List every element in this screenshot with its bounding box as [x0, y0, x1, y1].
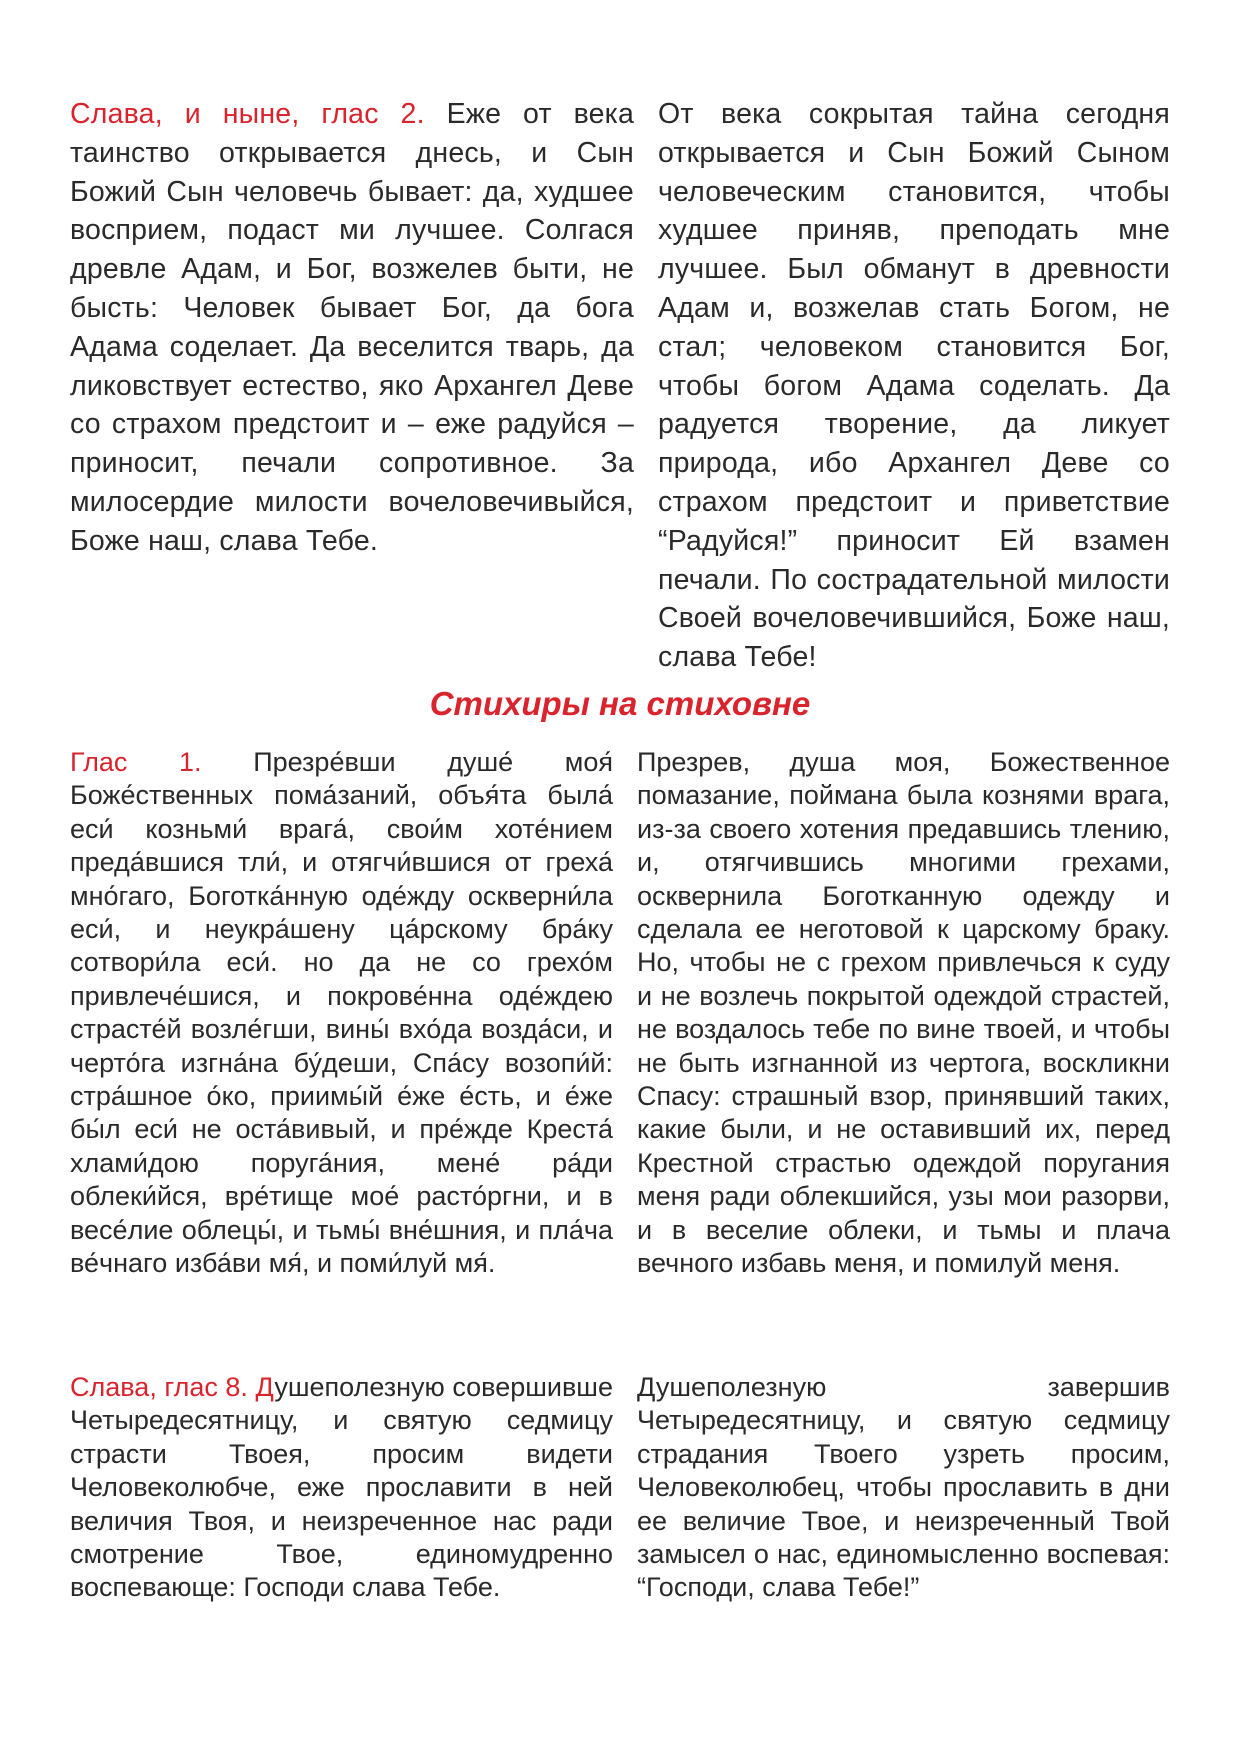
russian-translation-column	[637, 746, 1170, 1281]
russian-translation-column	[658, 95, 1170, 677]
slavonic-text: ушеполезную совершивше Четыредесятницу, и святую седмицу страсти Твоея, просим видети Человеколюбче, еже прославити в ней величия Твоя, и неизреченное нас ради смотрение Твое, единомудренно воспевающе: Господи слава Тебе.	[70, 1372, 613, 1603]
church-slavonic-column	[70, 95, 634, 677]
stichera-glory-tone-8	[70, 1371, 1170, 1605]
slavonic-text: Еже от века таинство открывается днесь, и Сын Божий Сын человечь бывает: да, худшее восприем, подаст ми лучшее. Солгася древле Адам, и Бог, возжелев быти, не бысть: Человек бывает Бог, да бога Адама соделает. Да веселится тварь, да ликовствует естество, яко Архангел Деве со страхом предстоит и – еже радуйся – приносит, печали сопротивное. За милосердие милости вочеловечивыйся, Боже наш, слава Тебе.	[70, 98, 634, 557]
translation-text: Презрев, душа моя, Божественное помазание, поймана была кознями врага, из-за своего хотения предавшись тлению, и, отягчившись многими грехами, осквернила Боготканную одежду и сделала ее неготовой к царскому браку. Но, чтобы не с грехом привлечься к суду и не возлечь покрытой одеждой страстей, не воздалось тебе по вине твоей, и чтобы не быть изгнанной из чертога, воскликни Спасу: страшный взор, принявший таких, какие были, и не оставивший их, перед Крестной страстью одеждой поругания меня ради облекшийся, узы мои разорви, и в веселие облеки, и тьмы и плача вечного избавь меня, и помилуй меня.	[637, 747, 1170, 1279]
stichera-glory-and-now	[70, 95, 1170, 677]
paragraph	[70, 1371, 613, 1605]
tone-label: Слава, и ныне, глас 2.	[70, 98, 425, 130]
section-title: Стихиры на стиховне	[429, 685, 811, 722]
paragraph	[70, 746, 613, 1281]
church-slavonic-column	[70, 746, 613, 1281]
paragraph	[70, 95, 634, 561]
slavonic-text: Презре́вши душе́ моя́ Боже́ственных пома́заний, объя́та была́ еси́ козньми́ врага́, свои́м хоте́нием преда́вшися тли́, и отягчи́вшися от греха́ мно́гаго, Боготка́нную оде́жду оскверни́ла еси́, и неукра́шену ца́рскому бра́ку сотвори́ла еси́. но да не со грехо́м привлече́шися, и покрове́нна оде́ждею страсте́й возле́гши, вины́ вхо́да возда́си, и черто́га изгна́на бу́деши, Спа́су возопи́й: стра́шное о́ко, приимы́й е́же е́сть, и е́же бы́л еси́ не оста́вивый, и пре́жде Креста́ хлами́дою поруга́ния, мене́ ра́ди облеки́йся, вре́тище мое́ расто́ргни, и в весе́лие облецы́, и тьмы́ вне́шния, и пла́ча ве́чнаго изба́ви мя́, и поми́луй мя́.	[70, 747, 613, 1279]
translation-text: От века сокрытая тайна сегодня открывается и Сын Божий Сыном человеческим становится, чтобы худшее приняв, преподать мне лучшее. Был обманут в древности Адам и, возжелав стать Богом, не стал; человеком становится Бог, чтобы богом Адама соделать. Да радуется творение, да ликует природа, ибо Архангел Деве со страхом предстоит и приветствие “Радуйся!” приносит Ей взамен печали. По сострадательной милости Своей вочеловечившийся, Боже наш, слава Тебе!	[658, 98, 1170, 674]
church-slavonic-column	[70, 1371, 613, 1605]
tone-label: Глас 1.	[70, 747, 202, 777]
stichera-tone-1	[70, 746, 1170, 1281]
russian-translation-column	[637, 1371, 1170, 1605]
tone-label: Слава, глас 8. Д	[70, 1372, 275, 1402]
translation-text: Душеполезную завершив Четыредесятницу, и святую седмицу страдания Твоего узреть просим, Человеколюбец, чтобы прославить в дни ее величие Твое, и неизреченный Твой замысел о нас, единомысленно воспевая: “Господи, слава Тебе!”	[637, 1372, 1170, 1603]
